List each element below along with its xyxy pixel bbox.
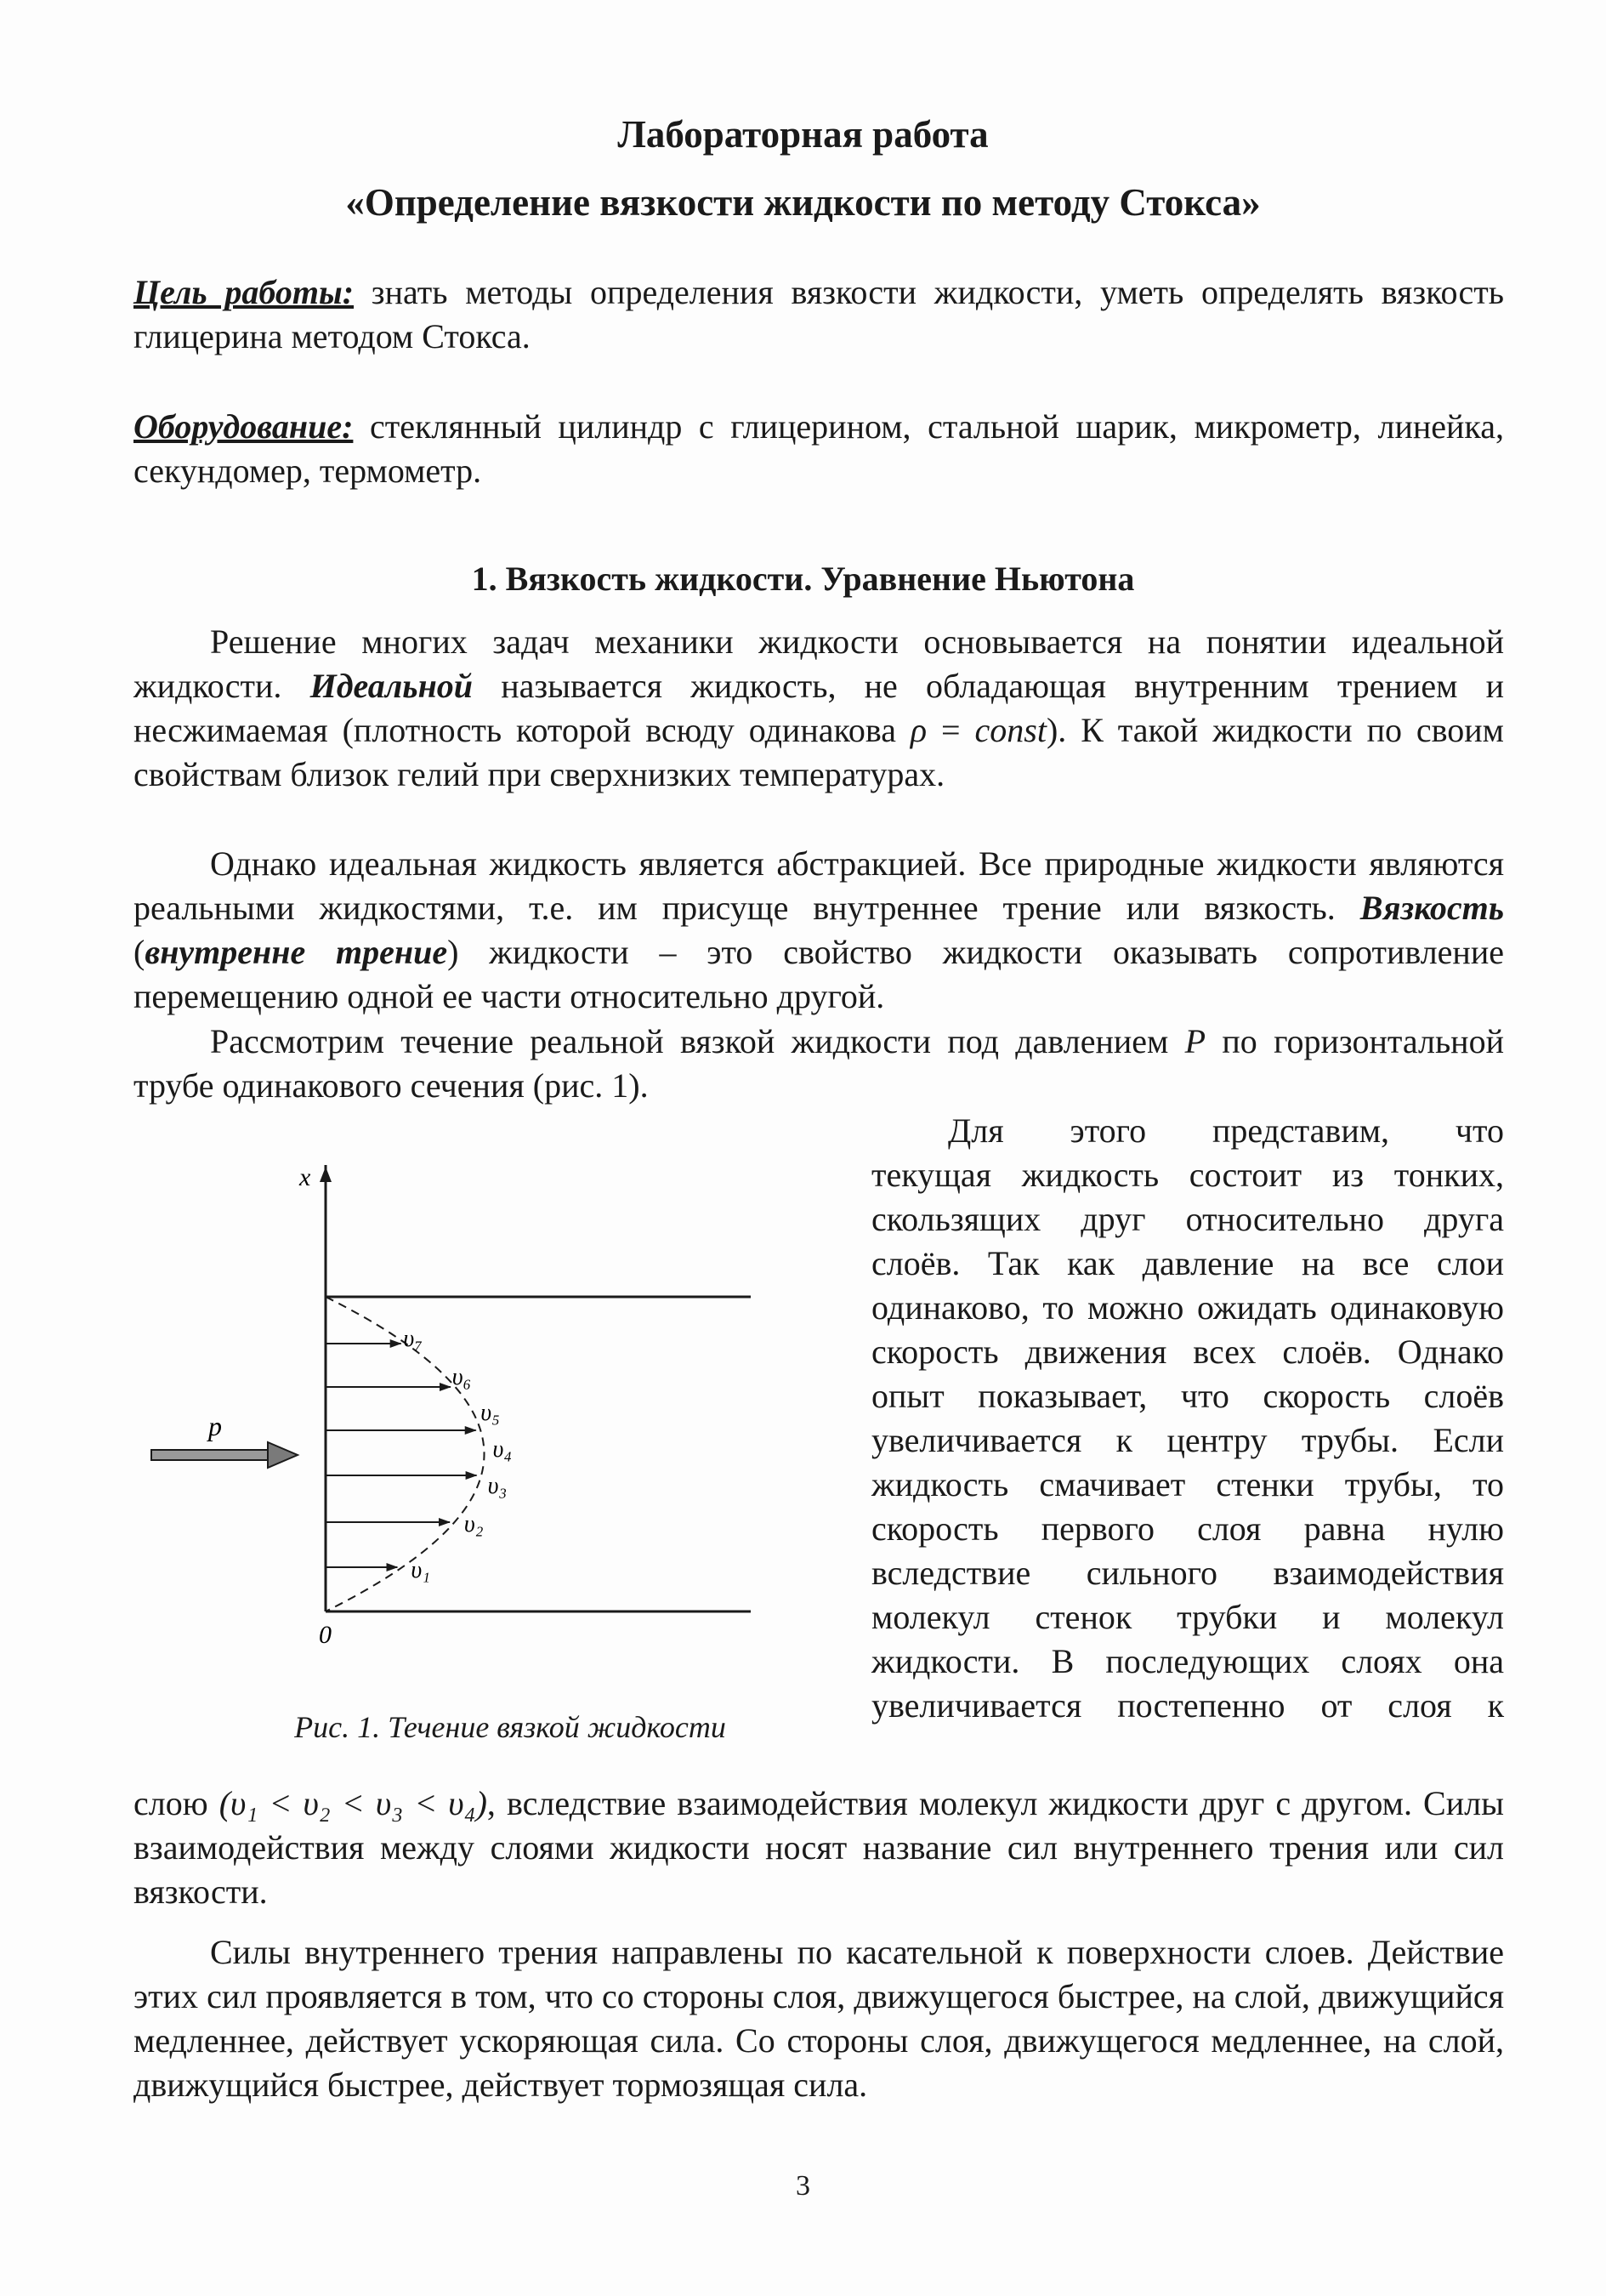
equipment-label: Оборудование: <box>133 407 354 446</box>
paragraph-layers-rest <box>133 1782 1504 1914</box>
symbol-const: const <box>974 711 1047 749</box>
symbol-rho: ρ <box>910 711 928 749</box>
velocity-label: υ₁ <box>411 1557 430 1583</box>
term-ideal: Идеальной <box>309 667 474 705</box>
velocity-labels <box>403 1326 512 1583</box>
goal-text: знать методы определения вязкости жидкости, уметь определять вязкость глицерина методом Стокса. <box>133 273 1505 355</box>
origin-label: 0 <box>319 1621 332 1649</box>
text-run: слою <box>133 1784 219 1822</box>
text-run: Однако идеальная жидкость является абстракцией. Все природные жидкости являются реальными жидкостями, т.е. им присуще внутреннее трение или вязкость. <box>133 844 1504 927</box>
pressure-arrow <box>151 1442 298 1468</box>
text-run: = <box>927 711 975 749</box>
velocity-label: υ₃ <box>487 1473 508 1499</box>
text-run: по горизонтальной трубе одинакового сечения (рис. 1). <box>133 1022 1504 1105</box>
paragraph-ideal-fluid <box>133 620 1504 797</box>
velocity-label: υ₄ <box>492 1436 513 1463</box>
goal-label: Цель работы: <box>133 273 355 311</box>
text-run: , вследствие взаимодействия молекул жидкости друг с другом. Силы взаимодействия между слоями жидкости носят название сил внутреннего трения или сил вязкости. <box>133 1784 1504 1911</box>
lab-title: Лабораторная работа <box>617 113 989 156</box>
velocity-label: υ₆ <box>451 1364 472 1390</box>
figure-caption: Рис. 1. Течение вязкой жидкости <box>294 1710 726 1744</box>
velocity-label: υ₅ <box>480 1400 500 1426</box>
paragraph-flow <box>133 1020 1504 1108</box>
text-run: называется жидкость, не обладающая внутренним трением и несжимаемая (плотность которой всюду одинакова <box>133 667 1504 749</box>
text-run: Рассмотрим течение реальной вязкой жидкости под давлением <box>210 1022 1185 1060</box>
text-run: ). К такой жидкости по своим свойствам близок гелий при сверхнизких температурах. <box>133 711 1504 793</box>
paragraph-viscosity <box>133 842 1504 1019</box>
term-viscosity: Вязкость <box>1359 889 1504 927</box>
pressure-label: p <box>208 1411 222 1441</box>
text-run: ( <box>133 933 145 971</box>
equipment-paragraph <box>133 405 1504 493</box>
equipment-text: стеклянный цилиндр с глицерином, стальной шарик, микрометр, линейка, секундомер, термометр. <box>133 407 1504 490</box>
symbol-pressure: P <box>1184 1022 1206 1060</box>
velocity-label: υ₇ <box>403 1326 423 1352</box>
x-axis-label: x <box>299 1165 311 1191</box>
velocity-label: υ₂ <box>463 1511 484 1537</box>
text-run: текущая жидкость состоит из тонких, скользящих друг относительно друга слоёв. Так как давление на все слои одинаково, то можно ожидать одинаковую скорость движения всех слоёв. Однако опыт показывает, что скорость слоёв увеличивается к центру трубы. Если жидкость смачивает стенки трубы, то скорость первого слоя равна нулю вследствие сильного взаимодействия молекул стенок трубки и молекул жидкости. В последующих слоях она увеличивается постепенно от слоя к <box>871 1156 1504 1725</box>
paragraph-friction-forces: Силы внутреннего трения направлены по касательной к поверхности слоев. Действие этих сил проявляется в том, что со стороны слоя, движущегося быстрее, на слой, движущийся медленнее, действует ускоряющая сила. Со стороны слоя, движущегося медленнее, на слой, движущийся быстрее, действует тормозящая сила. <box>133 1933 1504 2104</box>
x-axis-arrowhead <box>320 1167 332 1182</box>
flow-profile-figure <box>128 1165 774 1675</box>
paragraph-layers-wrap <box>871 1109 1504 1728</box>
lab-subtitle: «Определение вязкости жидкости по методу Стокса» <box>345 181 1261 224</box>
text-run: ) жидкости – это свойство жидкости оказывать сопротивление перемещению одной ее части относительно другой. <box>133 933 1504 1015</box>
page-number: 3 <box>796 2170 810 2202</box>
goal-paragraph <box>133 270 1504 359</box>
section-heading: 1. Вязкость жидкости. Уравнение Ньютона <box>471 560 1135 598</box>
velocity-inequality: (υ₁ < υ₂ < υ₃ < υ₄) <box>218 1784 487 1822</box>
term-internal-friction: внутренне трение <box>145 933 448 971</box>
text-run: Для этого представим, что <box>948 1111 1504 1150</box>
text-run: Решение многих задач механики жидкости основывается на понятии идеальной жидкости. <box>133 622 1504 705</box>
